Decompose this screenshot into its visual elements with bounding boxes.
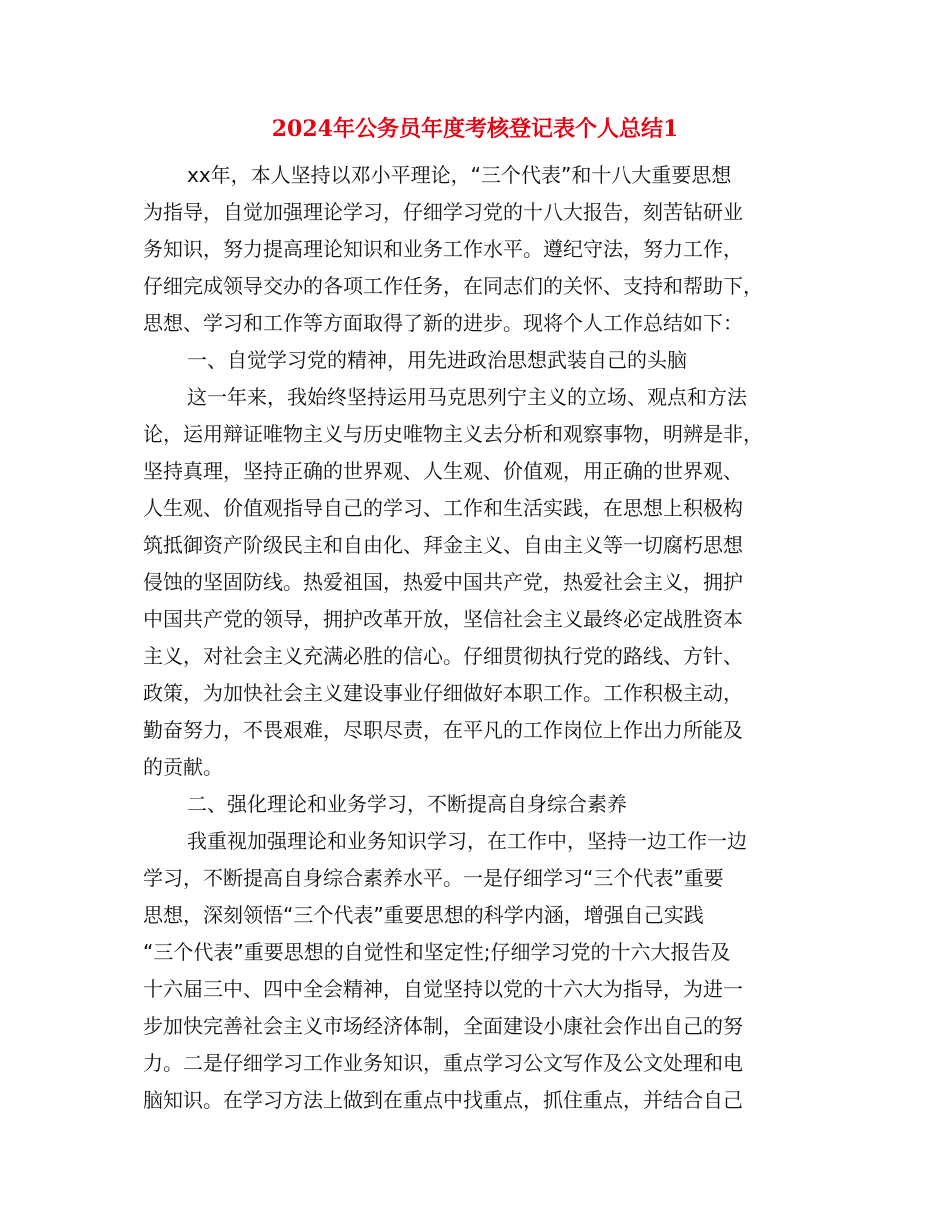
paragraph-line: “三个代表”重要思想的自觉性和坚定性;仔细学习党的十六大报告及: [143, 940, 731, 964]
paragraph-line: 坚持真理，坚持正确的世界观、人生观、价值观，用正确的世界观、: [143, 459, 743, 483]
paragraph-line: 侵蚀的坚固防线。热爱祖国，热爱中国共产党，热爱社会主义，拥护: [143, 570, 743, 594]
paragraph-line: 脑知识。在学习方法上做到在重点中找重点，抓住重点，并结合自己: [143, 1088, 743, 1112]
paragraph-line: 学习，不断提高自身综合素养水平。一是仔细学习“三个代表”重要: [143, 866, 724, 890]
paragraph-line: 中国共产党的领导，拥护改革开放，坚信社会主义最终必定战胜资本: [143, 607, 743, 631]
paragraph-line: 人生观、价值观指导自己的学习、工作和生活实践，在思想上积极构: [143, 496, 743, 520]
paragraph-line: 论，运用辩证唯物主义与历史唯物主义去分析和观察事物，明辨是非，: [143, 422, 763, 446]
paragraph-line: 思想、学习和工作等方面取得了新的进步。现将个人工作总结如下：: [143, 311, 743, 335]
paragraph-line: 我重视加强理论和业务知识学习，在工作中，坚持一边工作一边: [187, 829, 747, 853]
paragraph-line: 筑抵御资产阶级民主和自由化、拜金主义、自由主义等一切腐朽思想: [143, 533, 743, 557]
paragraph-line: 力。二是仔细学习工作业务知识，重点学习公文写作及公文处理和电: [143, 1051, 743, 1075]
paragraph-line: 步加快完善社会主义市场经济体制，全面建设小康社会作出自己的努: [143, 1014, 743, 1038]
paragraph-line: 务知识，努力提高理论知识和业务工作水平。遵纪守法，努力工作，: [143, 237, 743, 261]
paragraph-line: 这一年来，我始终坚持运用马克思列宁主义的立场、观点和方法: [187, 385, 747, 409]
paragraph-line: xx年，本人坚持以邓小平理论，“三个代表”和十八大重要思想: [187, 163, 732, 187]
paragraph-line: 政策，为加快社会主义建设事业仔细做好本职工作。工作积极主动，: [143, 681, 743, 705]
document-title: 2024年公务员年度考核登记表个人总结1: [271, 116, 679, 142]
section-heading: 一、自觉学习党的精神，用先进政治思想武装自己的头脑: [187, 348, 687, 372]
paragraph-line: 十六届三中、四中全会精神，自觉坚持以党的十六大为指导，为进一: [143, 977, 743, 1001]
paragraph-line: 仔细完成领导交办的各项工作任务，在同志们的关怀、支持和帮助下，: [143, 274, 763, 298]
paragraph-line: 思想，深刻领悟“三个代表”重要思想的科学内涵，增强自己实践: [143, 903, 704, 927]
paragraph-line: 主义，对社会主义充满必胜的信心。仔细贯彻执行党的路线、方针、: [143, 644, 743, 668]
paragraph-line: 勤奋努力，不畏艰难，尽职尽责，在平凡的工作岗位上作出力所能及: [143, 718, 743, 742]
paragraph-line: 为指导，自觉加强理论学习，仔细学习党的十八大报告，刻苦钻研业: [143, 200, 743, 224]
paragraph-line: 的贡献。: [143, 755, 223, 779]
section-heading: 二、强化理论和业务学习，不断提高自身综合素养: [187, 792, 627, 816]
